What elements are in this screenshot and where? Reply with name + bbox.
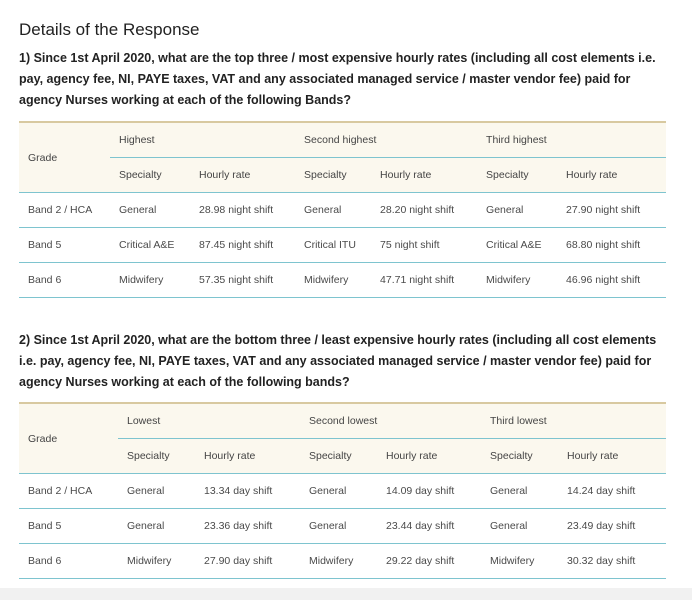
hourly-rate-header: Hourly rate: [558, 439, 666, 474]
rate-cell: 23.49 day shift: [558, 509, 666, 544]
rate-cell: 13.34 day shift: [195, 474, 300, 509]
rate-cell: 57.35 night shift: [190, 263, 295, 298]
specialty-cell: General: [118, 474, 195, 509]
specialty-cell: Midwifery: [295, 263, 371, 298]
specialty-cell: Midwifery: [300, 544, 377, 579]
page-title: Details of the Response: [19, 20, 200, 39]
specialty-cell: Critical A&E: [110, 228, 190, 263]
rate-cell: 28.20 night shift: [371, 193, 477, 228]
rate-cell: 27.90 day shift: [195, 544, 300, 579]
grade-cell: Band 6: [19, 544, 118, 579]
grade-cell: Band 2 / HCA: [19, 474, 118, 509]
rate-cell: 75 night shift: [371, 228, 477, 263]
specialty-cell: Critical ITU: [295, 228, 371, 263]
specialty-cell: General: [110, 193, 190, 228]
group-header-highest: Highest: [110, 122, 295, 158]
specialty-header: Specialty: [110, 158, 190, 193]
rate-cell: 27.90 night shift: [557, 193, 666, 228]
question-2: 2) Since 1st April 2020, what are the bottom three / least expensive hourly rates (including all cost elements i.e. pay, agency fee, NI, PAYE taxes, VAT and any associated managed service / master vendor fee) paid for agency Nurses working at each of the following bands?: [19, 333, 657, 389]
specialty-cell: Midwifery: [110, 263, 190, 298]
rate-cell: 14.09 day shift: [377, 474, 481, 509]
specialty-header: Specialty: [481, 439, 558, 474]
specialty-cell: General: [118, 509, 195, 544]
group-header-lowest: Lowest: [118, 403, 300, 439]
hourly-rate-header: Hourly rate: [190, 158, 295, 193]
rate-cell: 46.96 night shift: [557, 263, 666, 298]
hourly-rate-header: Hourly rate: [195, 439, 300, 474]
grade-cell: Band 6: [19, 263, 110, 298]
table-row: [19, 509, 666, 544]
group-header-third-highest: Third highest: [477, 122, 666, 158]
specialty-cell: Midwifery: [477, 263, 557, 298]
table-row: [19, 544, 666, 579]
rate-cell: 47.71 night shift: [371, 263, 477, 298]
grade-cell: Band 5: [19, 228, 110, 263]
group-header-second-highest: Second highest: [295, 122, 477, 158]
rate-cell: 30.32 day shift: [558, 544, 666, 579]
grade-header: Grade: [19, 403, 118, 474]
specialty-cell: General: [300, 509, 377, 544]
hourly-rate-header: Hourly rate: [371, 158, 477, 193]
grade-cell: Band 2 / HCA: [19, 193, 110, 228]
rate-cell: 14.24 day shift: [558, 474, 666, 509]
grade-header: Grade: [19, 122, 110, 193]
rate-cell: 68.80 night shift: [557, 228, 666, 263]
rate-cell: 87.45 night shift: [190, 228, 295, 263]
hourly-rate-header: Hourly rate: [557, 158, 666, 193]
grade-cell: Band 5: [19, 509, 118, 544]
specialty-cell: General: [295, 193, 371, 228]
specialty-header: Specialty: [295, 158, 371, 193]
highest-rates-table: [19, 121, 666, 298]
specialty-cell: General: [477, 193, 557, 228]
lowest-rates-table: [19, 402, 666, 579]
specialty-cell: General: [481, 509, 558, 544]
rate-cell: 28.98 night shift: [190, 193, 295, 228]
specialty-header: Specialty: [118, 439, 195, 474]
specialty-cell: Critical A&E: [477, 228, 557, 263]
table-row: [19, 228, 666, 263]
table-row: [19, 474, 666, 509]
question-1: 1) Since 1st April 2020, what are the top three / most expensive hourly rates (including all cost elements i.e. pay, agency fee, NI, PAYE taxes, VAT and any associated managed service / master vendor fee) paid for agency Nurses working at each of the following Bands?: [19, 51, 656, 107]
group-header-third-lowest: Third lowest: [481, 403, 666, 439]
table-row: [19, 193, 666, 228]
specialty-cell: General: [300, 474, 377, 509]
specialty-cell: Midwifery: [118, 544, 195, 579]
footer-strip: [0, 588, 692, 600]
rate-cell: 23.36 day shift: [195, 509, 300, 544]
hourly-rate-header: Hourly rate: [377, 439, 481, 474]
specialty-header: Specialty: [300, 439, 377, 474]
group-header-second-lowest: Second lowest: [300, 403, 481, 439]
rate-cell: 23.44 day shift: [377, 509, 481, 544]
specialty-cell: General: [481, 474, 558, 509]
rate-cell: 29.22 day shift: [377, 544, 481, 579]
specialty-cell: Midwifery: [481, 544, 558, 579]
specialty-header: Specialty: [477, 158, 557, 193]
table-row: [19, 263, 666, 298]
